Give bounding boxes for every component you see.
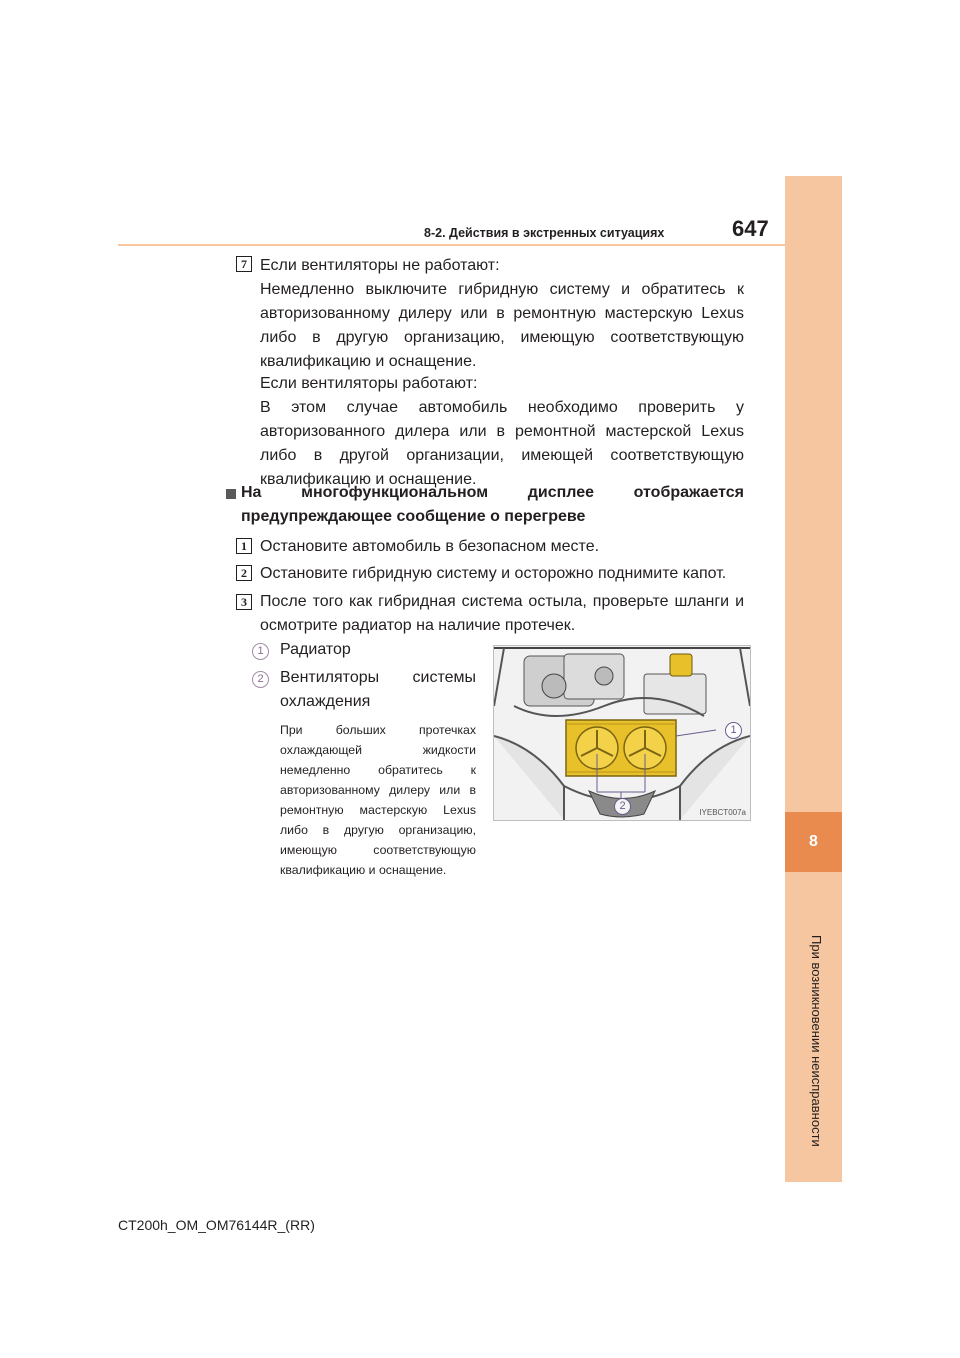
section-header: 8-2. Действия в экстренных ситуациях <box>424 226 665 240</box>
step-badge-2: 2 <box>236 565 252 581</box>
step-badge-7: 7 <box>236 256 252 272</box>
engine-bay-illustration <box>493 645 751 821</box>
step-badge-3: 3 <box>236 594 252 610</box>
section-heading: На многофункциональном дисплее отображается предупреждающее сообщение о перегреве <box>241 484 744 525</box>
figure-callout-1: 1 <box>725 722 742 739</box>
heading-bullet <box>226 489 236 499</box>
legend-num-1: 1 <box>252 643 269 660</box>
leak-note: При больших протечках охлаждающей жидкости немедленно обратитесь к авторизованному дилеру или в ремонтную мастерскую Lexus либо в другую организацию, имеющую соответствующую квалификацию и оснащение. <box>280 723 476 877</box>
figure-callout-2: 2 <box>614 798 631 815</box>
header-rule <box>118 244 785 246</box>
step-1-text: Остановите автомобиль в безопасном месте. <box>260 538 600 555</box>
if-not-working-text: Немедленно выключите гибридную систему и обратитесь к авторизованному дилеру или в ремонтную мастерскую Lexus либо в другую организацию, имеющую соответствующую квалификацию и оснащение. <box>260 281 744 370</box>
chapter-title: При возникновении неисправности <box>809 935 824 1147</box>
chapter-tab: 8 <box>785 812 842 872</box>
legend-label-1: Радиатор <box>280 641 351 658</box>
if-working-title: Если вентиляторы работают: <box>260 375 478 392</box>
engine-bay-drawing <box>494 646 750 820</box>
step-2-text: Остановите гибридную систему и осторожно поднимите капот. <box>260 565 727 582</box>
step-badge-1: 1 <box>236 538 252 554</box>
if-not-working-title: Если вентиляторы не работают: <box>260 257 500 274</box>
figure-code: IYEBCT007a <box>699 808 746 817</box>
page-number: 647 <box>732 216 769 241</box>
legend-num-2: 2 <box>252 671 269 688</box>
footer-doc-code: CT200h_OM_OM76144R_(RR) <box>118 1217 315 1233</box>
legend-label-2: Вентиляторы системы охлаждения <box>280 669 476 710</box>
step-3-text: После того как гибридная система остыла, проверьте шланги и осмотрите радиатор на наличие протечек. <box>260 593 744 634</box>
if-working-text: В этом случае автомобиль необходимо проверить у авторизованного дилера или в ремонтной мастерской Lexus либо в другой организации, имеющей соответствующую квалификацию и оснащение. <box>260 399 744 488</box>
